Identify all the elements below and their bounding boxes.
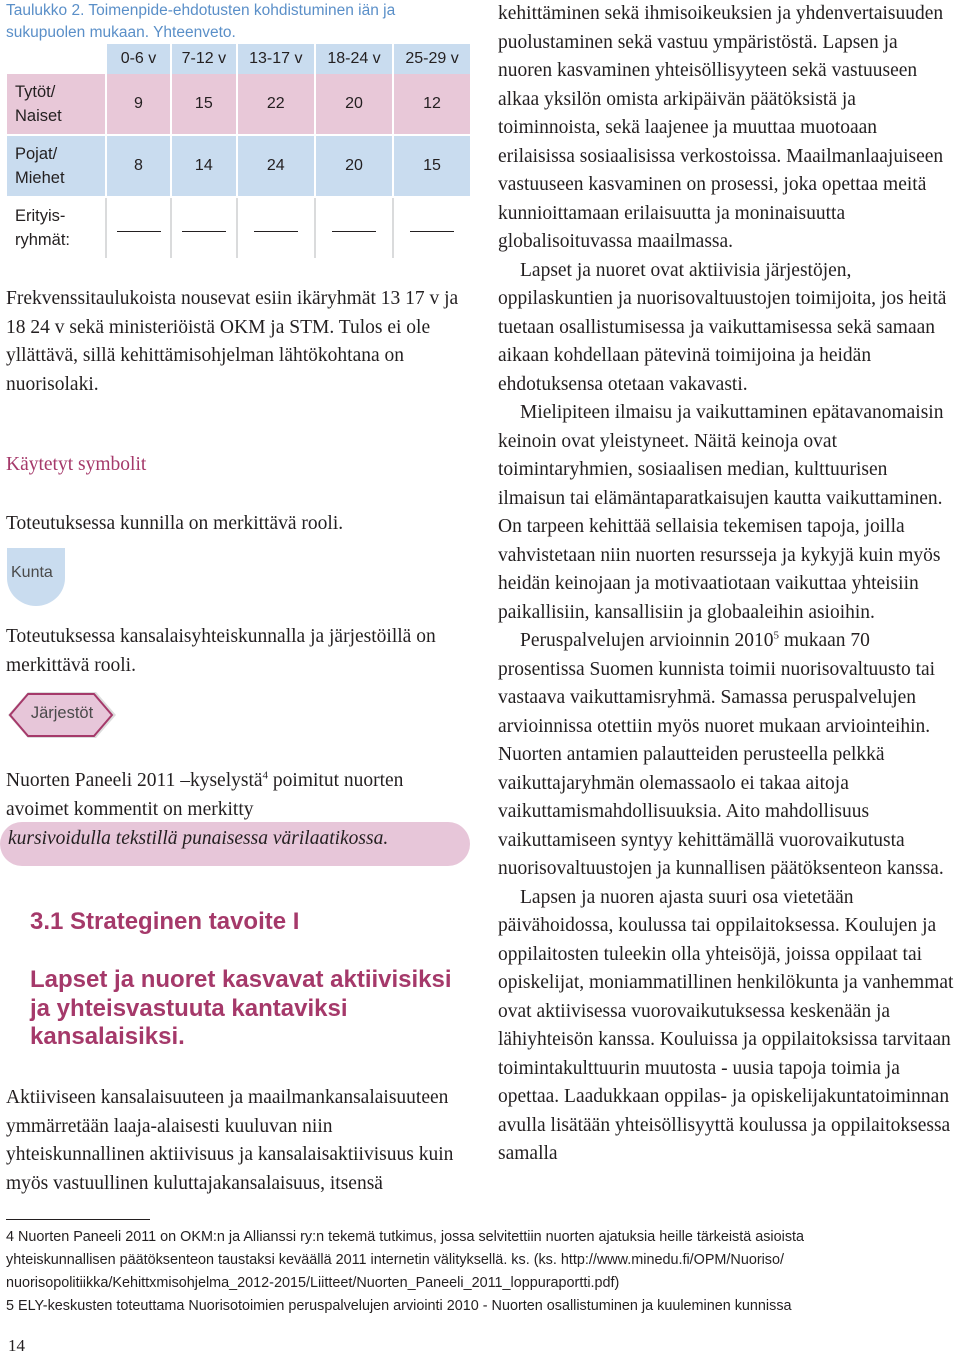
blank-line	[332, 231, 376, 232]
blank-cell	[106, 197, 171, 258]
footnote-4-line: yhteiskunnallisen päätöksenteon taustaksi keväällä 2011 internetin välityksellä. ks. (ks. http://www.minedu.fi/OPM/Nuoriso/	[6, 1252, 785, 1268]
table-header-cell: 7-12 v	[171, 44, 237, 74]
row-label-line: Pojat/	[15, 145, 58, 163]
table-cell: 9	[106, 74, 171, 135]
table-header-cell: 18-24 v	[315, 44, 393, 74]
table-row	[7, 197, 470, 258]
table-cell: 24	[237, 135, 315, 197]
jarjestot-label: Järjestöt	[30, 704, 94, 722]
comment-example-box	[0, 822, 470, 866]
paragraph: Lapset ja nuoret ovat aktiivisia järjestöjen, oppilaskuntien ja nuorisovaltuustojen toimijoita, jos heitä tuetaan osallistumisessa ja vaikuttamisessa sekä samaan aikaan kohdellaan pätevinä toimijoina ja heidän ehdotuksensa otetaan vakavasti.	[498, 259, 947, 395]
kunta-label: Kunta	[11, 564, 53, 581]
symbols-heading: Käytetyt symbolit	[6, 454, 147, 475]
table-cell: 22	[237, 74, 315, 135]
table-cell: 15	[171, 74, 237, 135]
table-row	[7, 135, 470, 197]
table-cell: 20	[315, 135, 393, 197]
page-number: 14	[8, 1336, 25, 1355]
table-row	[7, 74, 470, 135]
jarjestot-description: Toteutuksessa kansalaisyhteiskunnalla ja järjestöillä on merkittävä rooli.	[6, 626, 436, 676]
footnotes	[6, 1226, 954, 1318]
blank-line	[182, 231, 226, 232]
blank-line	[410, 231, 454, 232]
table-cell: 12	[393, 74, 470, 135]
blank-cell	[393, 197, 470, 258]
paneeli-paragraph	[6, 767, 470, 824]
table-cell: 15	[393, 135, 470, 197]
row-label-line: Naiset	[15, 107, 62, 125]
table-cell: 20	[315, 74, 393, 135]
row-label-line: Tytöt/	[15, 83, 56, 101]
paragraph: kehittäminen sekä ihmisoikeuksien ja yhdenvertaisuuden puolustaminen sekä vastuu ympäristöstä. Lapsen ja nuoren kasvaminen yhteisöllisyyteen sekä vastuuseen alkaa yksilön omista arkipäivän päätöksistä ja toiminnoista, sekä laajenee ja muuttaa muotoaan erilaisissa sosiaalisissa verkostoissa. Maailmanlaajuiseen vastuuseen kasvaminen on prosessi, joka opettaa meitä kunnioittamaan erilaisuutta ja moninaisuutta globalisoituvassa maailmassa.	[498, 3, 944, 252]
footnote-divider	[6, 1219, 150, 1220]
row-label-line: Miehet	[15, 169, 65, 187]
blank-line	[254, 231, 298, 232]
right-column	[498, 0, 954, 1169]
table-cell: 8	[106, 135, 171, 197]
kunta-symbol	[7, 548, 65, 606]
paragraph	[498, 627, 954, 884]
table-corner	[7, 44, 106, 74]
footnote-ref: 5	[773, 629, 779, 642]
jarjestot-symbol	[6, 690, 118, 740]
table-caption	[6, 0, 476, 44]
row-label	[7, 197, 106, 258]
paneeli-text-b: poimitut nuorten avoimet kommentit on merkitty	[6, 770, 404, 820]
left-body-paragraph: Aktiiviseen kansalaisuuteen ja maailmankansalaisuuteen ymmärretään laaja-alaisesti kuuluvan niin yhteiskunnallinen aktiivisuus ja kansalaisaktiivisuus kuin myös vastuullinen kuluttajakansalaisuus, itsensä	[6, 1087, 454, 1194]
blank-line	[117, 231, 161, 232]
footnote-ref: 4	[262, 769, 269, 782]
frequency-table	[6, 44, 470, 258]
blank-cell	[171, 197, 237, 258]
caption-line-1: Taulukko 2. Toimenpide-ehdotusten kohdistuminen iän ja	[6, 2, 396, 19]
footnote-5: 5 ELY-keskusten toteuttama Nuorisotoimien peruspalvelujen arviointi 2010 - Nuorten osallistuminen ja kuuleminen kunnissa	[6, 1298, 792, 1314]
table-cell: 14	[171, 135, 237, 197]
blank-cell	[315, 197, 393, 258]
row-label	[7, 74, 106, 135]
footnote-4-line: 4 Nuorten Paneeli 2011 on OKM:n ja Allianssi ry:n tekemä tutkimus, jossa selvitettiin nuorten ajatuksia heille tärkeistä asioista	[6, 1229, 805, 1245]
kunta-description: Toteutuksessa kunnilla on merkittävä rooli.	[6, 513, 344, 534]
footnote-4-link[interactable]: nuorisopolitiikka/Kehittxmisohjelma_2012-2015/Liitteet/Nuorten_Paneeli_2011_loppuraportti.pdf)	[6, 1275, 620, 1291]
paragraph-text: Peruspalvelujen arvioinnin 2010	[520, 630, 774, 651]
row-label-line: ryhmät:	[15, 231, 71, 249]
row-label	[7, 135, 106, 197]
goal-heading: Lapset ja nuoret kasvavat aktiivisiksi ja yhteisvastuuta kantaviksi kansalaisiksi.	[30, 966, 452, 1050]
table-header-cell: 0-6 v	[106, 44, 171, 74]
table-header-cell: 25-29 v	[393, 44, 470, 74]
section-title: 3.1 Strateginen tavoite I	[30, 908, 300, 935]
row-label-line: Erityis-	[15, 207, 66, 225]
table-header-cell: 13-17 v	[237, 44, 315, 74]
paragraph: Lapsen ja nuoren ajasta suuri osa vietetään päivähoidossa, koulussa tai oppilaitoksessa. Koulujen ja oppilaitosten tuleekin olla yhteisöjä, joissa oppilaat tai opiskelijat, moniammatillinen henkilökunta ja vanhemmat ovat aktiivisessa vuorovaikutuksessa keskenään ja lähiyhteisön kanssa. Kouluissa ja oppilaitoksissa tarvitaan toimintakulttuurin muutosta - uusia tapoja toimia ja opettaa. Laadukkaan oppilas- ja opiskelijakuntatoiminnan avulla lisätään yhteisöllisyyttä koulussa ja oppilaitoksessa samalla	[498, 886, 954, 1164]
blank-cell	[237, 197, 315, 258]
paragraph: Mielipiteen ilmaisu ja vaikuttaminen epätavanomaisin keinoin ovat yleistyneet. Näitä keinoja ovat toimintaryhmien, sosiaalisen median, kulttuurisen ilmaisun tai elämäntaparatkaisujen kautta vaikuttaminen. On tarpeen kehittää sellaisia tekemisen tapoja, joilla vahvistetaan niin nuorten resursseja ja kykyjä kuin myös heidän keinojaan ja motivaatiotaan vaikuttaa yhteisiin paikallisiin, kansallisiin ja globaaleihin asioihin.	[498, 402, 944, 623]
paneeli-text-a: Nuorten Paneeli 2011 –kyselystä	[6, 770, 263, 791]
comment-example-text: kursivoidulla tekstillä punaisessa värilaatikossa.	[8, 828, 389, 849]
paragraph-text: mukaan 70 prosentissa Suomen kunnista toimii nuorisovaltuusto tai vastaava vaikuttamisryhmä. Samassa peruspalvelujen arvioinnissa otettiin myös nuoret mukaan arviointeihin. Nuorten antamien palautteiden perusteella pelkkä vaikuttajaryhmän olemassaolo ei takaa aitoja vaikuttamismahdollisuuksia. Aito mahdollisuus vaikuttamiseen syntyy kehittämällä vuorovaikutusta nuorisovaltuustojen ja kunnallisen päätöksenteon kanssa.	[498, 630, 944, 879]
caption-line-2: sukupuolen mukaan. Yhteenveto.	[6, 24, 236, 41]
frequency-paragraph: Frekvenssitaulukoista nousevat esiin ikäryhmät 13 17 v ja 18 24 v sekä ministeriöistä OKM ja STM. Tulos ei ole yllättävä, sillä kehittämisohjelman lähtökohtana on nuorisolaki.	[6, 288, 459, 395]
